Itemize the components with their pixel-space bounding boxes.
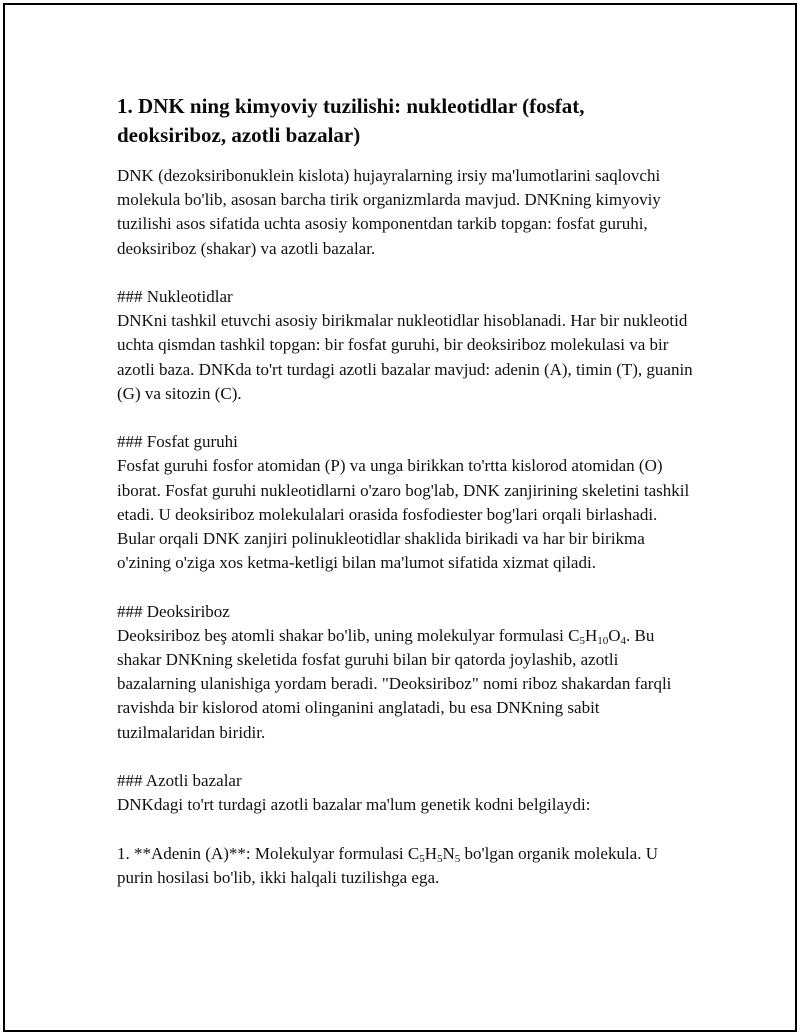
paragraph-gap — [117, 575, 697, 599]
deoksiriboz-text-after: . Bu shakar DNKning skeletida fosfat guruhi bilan bir qatorda joylashib, azotli bazalarning ulanishiga yordam beradi. "Deoksiriboz" nomi riboz shakardan farqli ravishda bir kislorod atomi olinganini anglatadi, bu esa DNKning sabit tuzilmalaridan biridir. — [117, 625, 672, 742]
document-title: 1. DNK ning kimyoviy tuzilishi: nukleotidlar (fosfat, deoksiriboz, azotli bazalar) — [117, 94, 585, 147]
section-body-deoksiriboz — [117, 624, 697, 745]
intro-paragraph: DNK (dezoksiribonuklein kislota) hujayralarning irsiy ma'lumotlarini saqlovchi molekula bo'lib, asosan barcha tirik organizmlarda mavjud. DNKning kimyoviy tuzilishi asos sifatida uchta asosiy komponentdan tarkib topgan: fosfat guruhi, deoksiriboz (shakar) va azotli bazalar. — [117, 166, 661, 258]
section-heading-azotli-bazalar: ### Azotli bazalar — [117, 771, 242, 791]
adenin-formula: $C_5H_5N_5$ — [407, 843, 461, 865]
document-content — [117, 92, 697, 890]
section-body-fosfat: Fosfat guruhi fosfor atomidan (P) va unga birikkan to'rtta kislorod atomidan (O) iborat. Fosfat guruhi nukleotidlarni o'zaro bog'lab, DNK zanjirining skeletini tashkil etadi. U deoksiriboz molekulalari orasida fosfodiester bog'lari orqali birlashadi. Bular orqali DNK zanjiri polinukleotidlar shaklida birikadi va har bir birikma o'zining o'ziga xos ketma-ketligi bilan ma'lumot sifatida xizmat qiladi. — [117, 456, 690, 573]
deoksiriboz-text-before: Deoksiriboz beş atomli shakar bo'lib, uning molekulyar formulasi — [117, 625, 569, 645]
section-heading-deoksiriboz: ### Deoksiriboz — [117, 601, 230, 621]
list-item-adenin — [117, 842, 697, 890]
section-heading-nukleotidlar: ### Nukleotidlar — [117, 287, 233, 306]
paragraph-gap — [117, 261, 697, 285]
adenin-text-before: 1. **Adenin (A)**: Molekulyar formulasi — [117, 843, 408, 863]
deoksiriboz-formula: $C_5H_{10}O_4$ — [568, 625, 627, 647]
adenin-text-after: bo'lgan organik molekula. U purin hosilasi bo'lib, ikki halqali tuzilishga ega. — [117, 843, 658, 887]
section-body-azotli-bazalar: DNKdagi to'rt turdagi azotli bazalar ma'lum genetik kodni belgilaydi: — [117, 795, 591, 815]
section-heading-fosfat: ### Fosfat guruhi — [117, 432, 238, 452]
section-body-nukleotidlar: DNKni tashkil etuvchi asosiy birikmalar nukleotidlar hisoblanadi. Har bir nukleotid uchta qismdan tashkil topgan: bir fosfat guruhi, bir deoksiriboz molekulasi va bir azotli baza. DNKda to'rt turdagi azotli bazalar mavjud: adenin (A), timin (T), guanin (G) va sitozin (C). — [117, 311, 693, 403]
paragraph-gap — [117, 817, 697, 841]
paragraph-gap — [117, 406, 697, 430]
paragraph-gap — [117, 745, 697, 769]
